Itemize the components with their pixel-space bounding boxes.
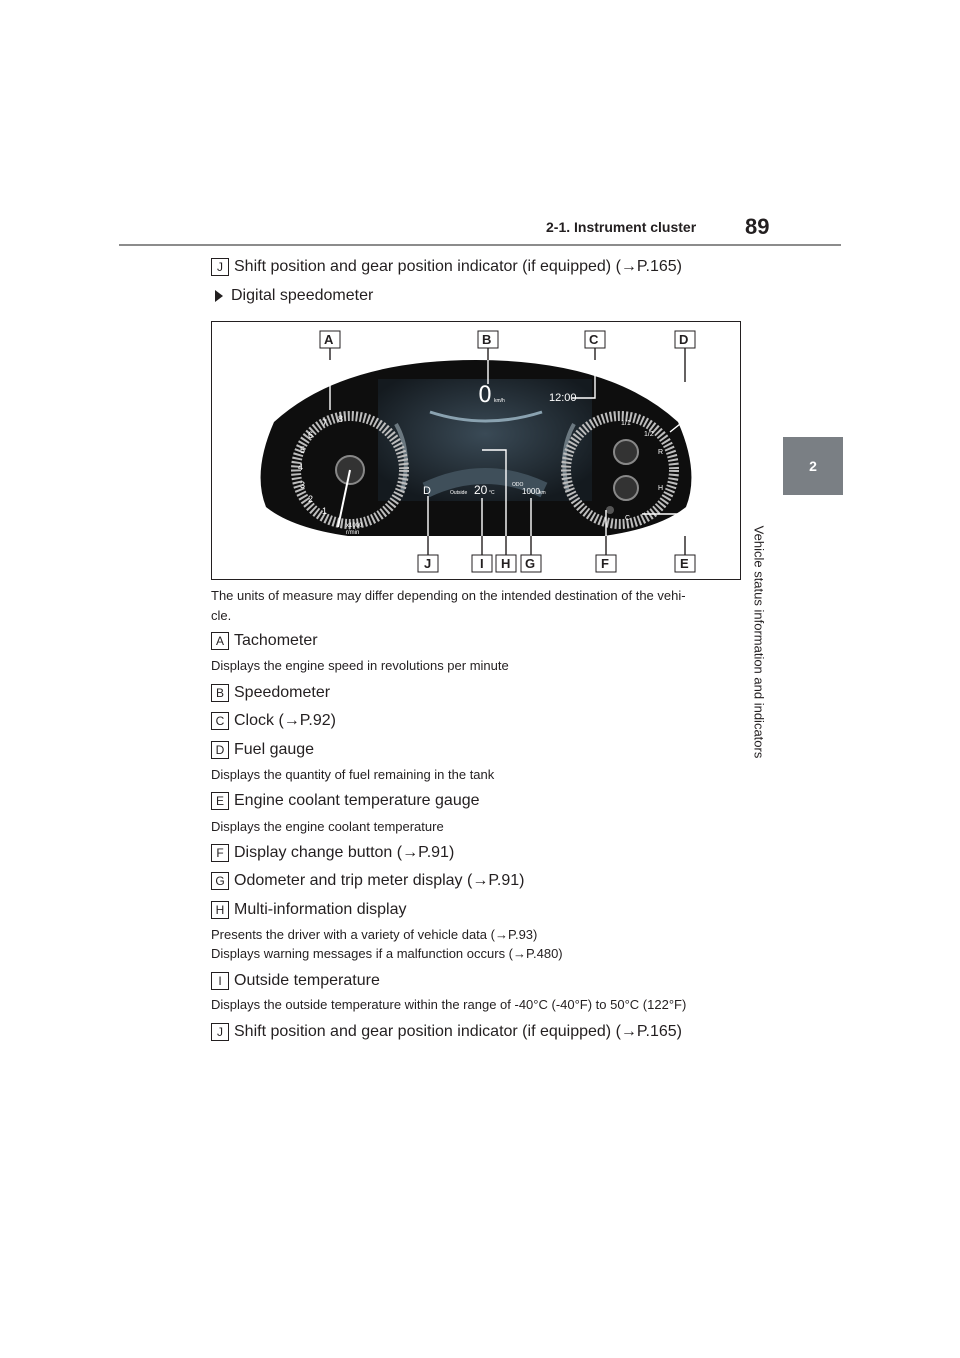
units-note: The units of measure may differ depending on the intended destination of the vehi- cle. <box>211 588 686 623</box>
item-description: Displays the engine speed in revolutions per minute <box>211 658 509 673</box>
tach-tick-1: 1 <box>322 506 328 516</box>
item-letter-box: E <box>211 792 229 810</box>
legend-item-c <box>211 712 336 730</box>
subheading <box>215 287 373 305</box>
callout-i: I <box>480 556 484 571</box>
item-description: Displays the engine coolant temperature <box>211 819 444 834</box>
item-letter-box: J <box>211 1023 229 1041</box>
item-text: Shift position and gear position indicator (if equipped) (→P.165) <box>234 258 682 275</box>
item-letter-box: G <box>211 872 229 890</box>
legend-item-b <box>211 684 330 702</box>
odo-unit: km <box>539 490 546 496</box>
callout-j: J <box>424 556 432 571</box>
item-letter-box: B <box>211 684 229 702</box>
item-description: Presents the driver with a variety of vehicle data (→P.93) <box>211 927 538 942</box>
legend-item-a <box>211 632 318 650</box>
tach-unit-line1: x1000 <box>346 523 363 529</box>
chapter-tab <box>783 437 843 495</box>
reset-label: R <box>658 449 664 456</box>
item-letter-box: D <box>211 741 229 759</box>
legend-item-g <box>211 872 525 890</box>
callout-a: A <box>324 332 334 347</box>
item-text: Engine coolant temperature gauge <box>234 792 480 809</box>
item-text: Display change button (→P.91) <box>234 844 455 861</box>
callout-b: B <box>482 332 492 347</box>
callout-g: G <box>525 556 536 571</box>
tach-tick-6: 6 <box>308 430 314 440</box>
section-title: 2-1. Instrument cluster <box>546 219 697 235</box>
item-text: Clock (→P.92) <box>234 712 336 729</box>
top-item <box>211 258 682 276</box>
fuel-full-label: 1/1 <box>621 420 631 427</box>
temp-unit: °C <box>489 490 495 496</box>
item-description: Displays warning messages if a malfunction occurs (→P.480) <box>211 946 563 961</box>
chapter-number: 2 <box>809 458 817 474</box>
item-letter-box: A <box>211 632 229 650</box>
tach-tick-7: 7 <box>322 418 328 428</box>
cluster-illustration <box>212 322 740 579</box>
callout-c: C <box>589 332 599 347</box>
legend-item-e <box>211 792 480 810</box>
legend-item-j <box>211 1023 682 1041</box>
legend-item-d <box>211 741 314 759</box>
temp-cold-label: C <box>625 515 631 522</box>
page-number: 89 <box>745 214 770 239</box>
tach-tick-3: 3 <box>300 480 306 490</box>
item-letter-box: F <box>211 844 229 862</box>
item-text: Fuel gauge <box>234 741 315 758</box>
item-text: Multi-information display <box>234 901 407 918</box>
item-letter-box: H <box>211 901 229 919</box>
legend-item-i <box>211 972 380 990</box>
callout-f: F <box>601 556 609 571</box>
fuel-half-label: 1/2 <box>644 431 654 438</box>
item-letter-box: J <box>211 258 229 276</box>
chapter-title: Vehicle status information and indicators <box>751 525 767 759</box>
gear-readout: D <box>423 485 431 497</box>
item-text: Speedometer <box>234 684 331 701</box>
tach-tick-2: 2 <box>308 494 314 504</box>
speed-readout: 0 <box>478 383 492 408</box>
cluster-figure <box>211 321 741 580</box>
outside-temp-readout: 20 <box>474 483 488 497</box>
item-text: Tachometer <box>234 632 318 649</box>
tach-tick-4: 4 <box>298 462 304 472</box>
odo-label: ODO <box>512 482 524 488</box>
item-text: Shift position and gear position indicator (if equipped) (→P.165) <box>234 1023 682 1040</box>
item-text: Outside temperature <box>234 972 380 989</box>
item-letter-box: C <box>211 712 229 730</box>
tach-tick-5: 5 <box>300 445 306 455</box>
callout-h: H <box>501 556 511 571</box>
legend-item-h <box>211 901 407 919</box>
speed-unit: km/h <box>494 398 505 404</box>
triangle-arrow-icon <box>215 290 223 302</box>
item-letter-box: I <box>211 972 229 990</box>
callouts-bottom <box>418 555 695 572</box>
subheading-text: Digital speedometer <box>231 287 374 304</box>
chapter-title-vertical <box>751 512 767 772</box>
item-description: Displays the quantity of fuel remaining in the tank <box>211 767 495 782</box>
callout-d: D <box>679 332 689 347</box>
tach-tick-8: 8 <box>338 414 344 424</box>
item-description: Displays the outside temperature within the range of -40°C (-40°F) to 50°C (122°F) <box>211 997 687 1012</box>
odo-readout: 1000 <box>522 487 540 496</box>
callouts-top <box>320 331 695 348</box>
legend-item-f <box>211 844 454 862</box>
clock-readout: 12:00 <box>549 392 577 404</box>
tach-unit-line2: r/min <box>346 530 360 536</box>
callout-e: E <box>680 556 689 571</box>
temp-hot-label: H <box>658 485 664 492</box>
outside-label: Outside <box>450 490 468 496</box>
item-text: Odometer and trip meter display (→P.91) <box>234 872 525 889</box>
header-rule <box>119 244 841 246</box>
